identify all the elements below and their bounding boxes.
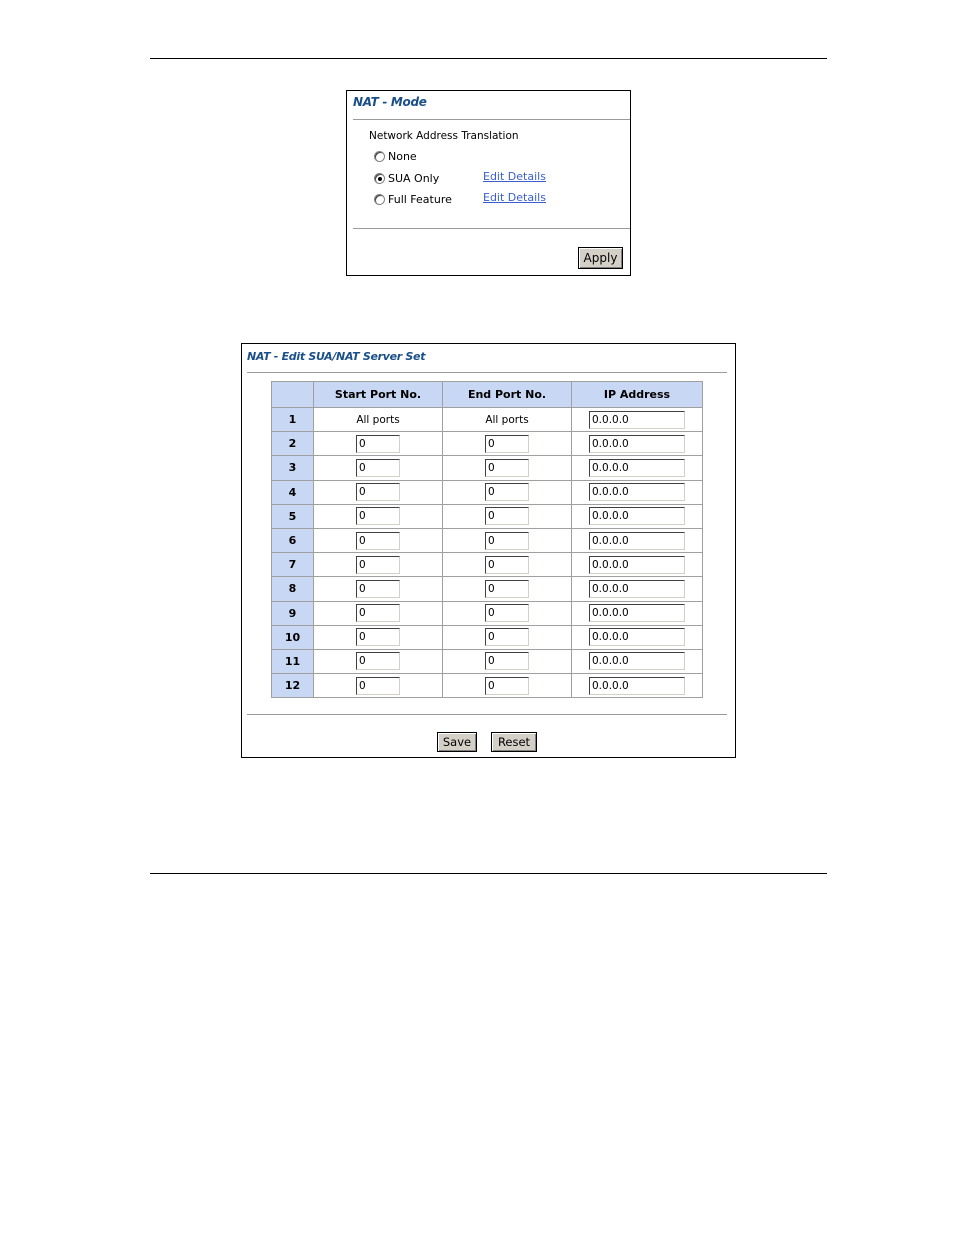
ip-address-input[interactable]: 0.0.0.0 xyxy=(589,628,685,646)
table-row xyxy=(272,649,703,673)
row-index: 3 xyxy=(272,456,314,480)
end-port-input[interactable]: 0 xyxy=(485,459,529,477)
ip-address-cell xyxy=(572,432,703,456)
end-port-input[interactable]: 0 xyxy=(485,556,529,574)
ip-address-cell xyxy=(572,601,703,625)
title-divider xyxy=(353,119,630,121)
end-port-cell xyxy=(443,456,572,480)
end-port-all-label: All ports xyxy=(485,413,529,426)
end-port-cell xyxy=(443,674,572,698)
ip-address-cell xyxy=(572,625,703,649)
row-index: 8 xyxy=(272,577,314,601)
ip-address-cell xyxy=(572,480,703,504)
end-port-cell xyxy=(443,625,572,649)
ip-address-cell xyxy=(572,674,703,698)
start-port-all-label: All ports xyxy=(356,413,400,426)
footer-divider xyxy=(353,228,630,230)
end-port-input[interactable]: 0 xyxy=(485,507,529,525)
start-port-cell xyxy=(314,408,443,432)
end-port-cell xyxy=(443,480,572,504)
table-header-row xyxy=(272,382,703,408)
start-port-cell xyxy=(314,456,443,480)
table-row xyxy=(272,432,703,456)
start-port-cell xyxy=(314,601,443,625)
row-index: 9 xyxy=(272,601,314,625)
ip-address-input[interactable]: 0.0.0.0 xyxy=(589,677,685,695)
start-port-input[interactable]: 0 xyxy=(356,580,400,598)
table-row xyxy=(272,408,703,432)
header-ip-address: IP Address xyxy=(572,382,703,408)
end-port-input[interactable]: 0 xyxy=(485,628,529,646)
reset-button[interactable]: Reset xyxy=(491,732,537,752)
table-row xyxy=(272,504,703,528)
start-port-cell xyxy=(314,480,443,504)
start-port-input[interactable]: 0 xyxy=(356,459,400,477)
table-row xyxy=(272,553,703,577)
ip-address-input[interactable]: 0.0.0.0 xyxy=(589,483,685,501)
table-row xyxy=(272,674,703,698)
row-index: 10 xyxy=(272,625,314,649)
start-port-input[interactable]: 0 xyxy=(356,628,400,646)
end-port-cell xyxy=(443,649,572,673)
end-port-input[interactable]: 0 xyxy=(485,652,529,670)
title-divider xyxy=(247,372,727,374)
start-port-cell xyxy=(314,432,443,456)
footer-divider xyxy=(247,714,727,716)
end-port-input[interactable]: 0 xyxy=(485,532,529,550)
table-row xyxy=(272,625,703,649)
row-index: 4 xyxy=(272,480,314,504)
table-row xyxy=(272,480,703,504)
ip-address-cell xyxy=(572,553,703,577)
start-port-input[interactable]: 0 xyxy=(356,507,400,525)
start-port-cell xyxy=(314,625,443,649)
start-port-cell xyxy=(314,553,443,577)
end-port-cell xyxy=(443,528,572,552)
row-index: 5 xyxy=(272,504,314,528)
start-port-input[interactable]: 0 xyxy=(356,483,400,501)
row-index: 1 xyxy=(272,408,314,432)
end-port-input[interactable]: 0 xyxy=(485,435,529,453)
end-port-cell xyxy=(443,504,572,528)
ip-address-cell xyxy=(572,408,703,432)
radio-none[interactable] xyxy=(374,151,385,162)
header-start-port: Start Port No. xyxy=(314,382,443,408)
table-row xyxy=(272,601,703,625)
server-set-table xyxy=(271,381,703,698)
option-none-label: None xyxy=(388,149,417,163)
apply-button[interactable]: Apply xyxy=(578,247,623,269)
option-sua-only[interactable] xyxy=(374,170,439,186)
end-port-cell xyxy=(443,432,572,456)
save-button[interactable]: Save xyxy=(437,732,477,752)
end-port-cell xyxy=(443,553,572,577)
start-port-input[interactable]: 0 xyxy=(356,435,400,453)
start-port-input[interactable]: 0 xyxy=(356,604,400,622)
ip-address-input[interactable]: 0.0.0.0 xyxy=(589,507,685,525)
nat-mode-panel xyxy=(346,90,631,276)
ip-address-cell xyxy=(572,577,703,601)
end-port-input[interactable]: 0 xyxy=(485,580,529,598)
option-sua-only-label: SUA Only xyxy=(388,171,440,185)
table-row xyxy=(272,528,703,552)
ip-address-cell xyxy=(572,456,703,480)
start-port-input[interactable]: 0 xyxy=(356,677,400,695)
start-port-cell xyxy=(314,649,443,673)
start-port-cell xyxy=(314,674,443,698)
ip-address-input[interactable]: 0.0.0.0 xyxy=(589,532,685,550)
start-port-input[interactable]: 0 xyxy=(356,532,400,550)
nat-edit-panel xyxy=(241,343,736,758)
ip-address-input[interactable]: 0.0.0.0 xyxy=(589,604,685,622)
row-index: 6 xyxy=(272,528,314,552)
sua-edit-details-link[interactable]: Edit Details xyxy=(483,170,546,183)
end-port-cell xyxy=(443,408,572,432)
end-port-input[interactable]: 0 xyxy=(485,483,529,501)
ip-address-input[interactable]: 0.0.0.0 xyxy=(589,435,685,453)
ip-address-input[interactable]: 0.0.0.0 xyxy=(589,459,685,477)
start-port-cell xyxy=(314,577,443,601)
ip-address-input[interactable]: 0.0.0.0 xyxy=(589,580,685,598)
start-port-input[interactable]: 0 xyxy=(356,556,400,574)
table-row xyxy=(272,456,703,480)
table-row xyxy=(272,577,703,601)
bottom-rule xyxy=(150,873,827,874)
ip-address-cell xyxy=(572,649,703,673)
row-index: 12 xyxy=(272,674,314,698)
ip-address-input[interactable]: 0.0.0.0 xyxy=(589,411,685,429)
full-feature-edit-details-link[interactable]: Edit Details xyxy=(483,191,546,204)
start-port-input[interactable]: 0 xyxy=(356,652,400,670)
header-end-port: End Port No. xyxy=(443,382,572,408)
row-index: 2 xyxy=(272,432,314,456)
start-port-cell xyxy=(314,528,443,552)
end-port-input[interactable]: 0 xyxy=(485,677,529,695)
end-port-input[interactable]: 0 xyxy=(485,604,529,622)
edit-panel-title: NAT - Edit SUA/NAT Server Set xyxy=(247,350,426,363)
nat-mode-title: NAT - Mode xyxy=(353,95,427,109)
header-index xyxy=(272,382,314,408)
nat-heading: Network Address Translation xyxy=(369,130,519,142)
ip-address-input[interactable]: 0.0.0.0 xyxy=(589,556,685,574)
ip-address-input[interactable]: 0.0.0.0 xyxy=(589,652,685,670)
ip-address-cell xyxy=(572,528,703,552)
option-none[interactable] xyxy=(374,148,417,164)
start-port-cell xyxy=(314,504,443,528)
option-full-feature[interactable] xyxy=(374,191,452,207)
radio-sua-only[interactable] xyxy=(374,173,385,184)
end-port-cell xyxy=(443,577,572,601)
radio-full-feature[interactable] xyxy=(374,194,385,205)
end-port-cell xyxy=(443,601,572,625)
ip-address-cell xyxy=(572,504,703,528)
top-rule xyxy=(150,58,827,59)
row-index: 11 xyxy=(272,649,314,673)
row-index: 7 xyxy=(272,553,314,577)
option-full-feature-label: Full Feature xyxy=(388,192,452,206)
